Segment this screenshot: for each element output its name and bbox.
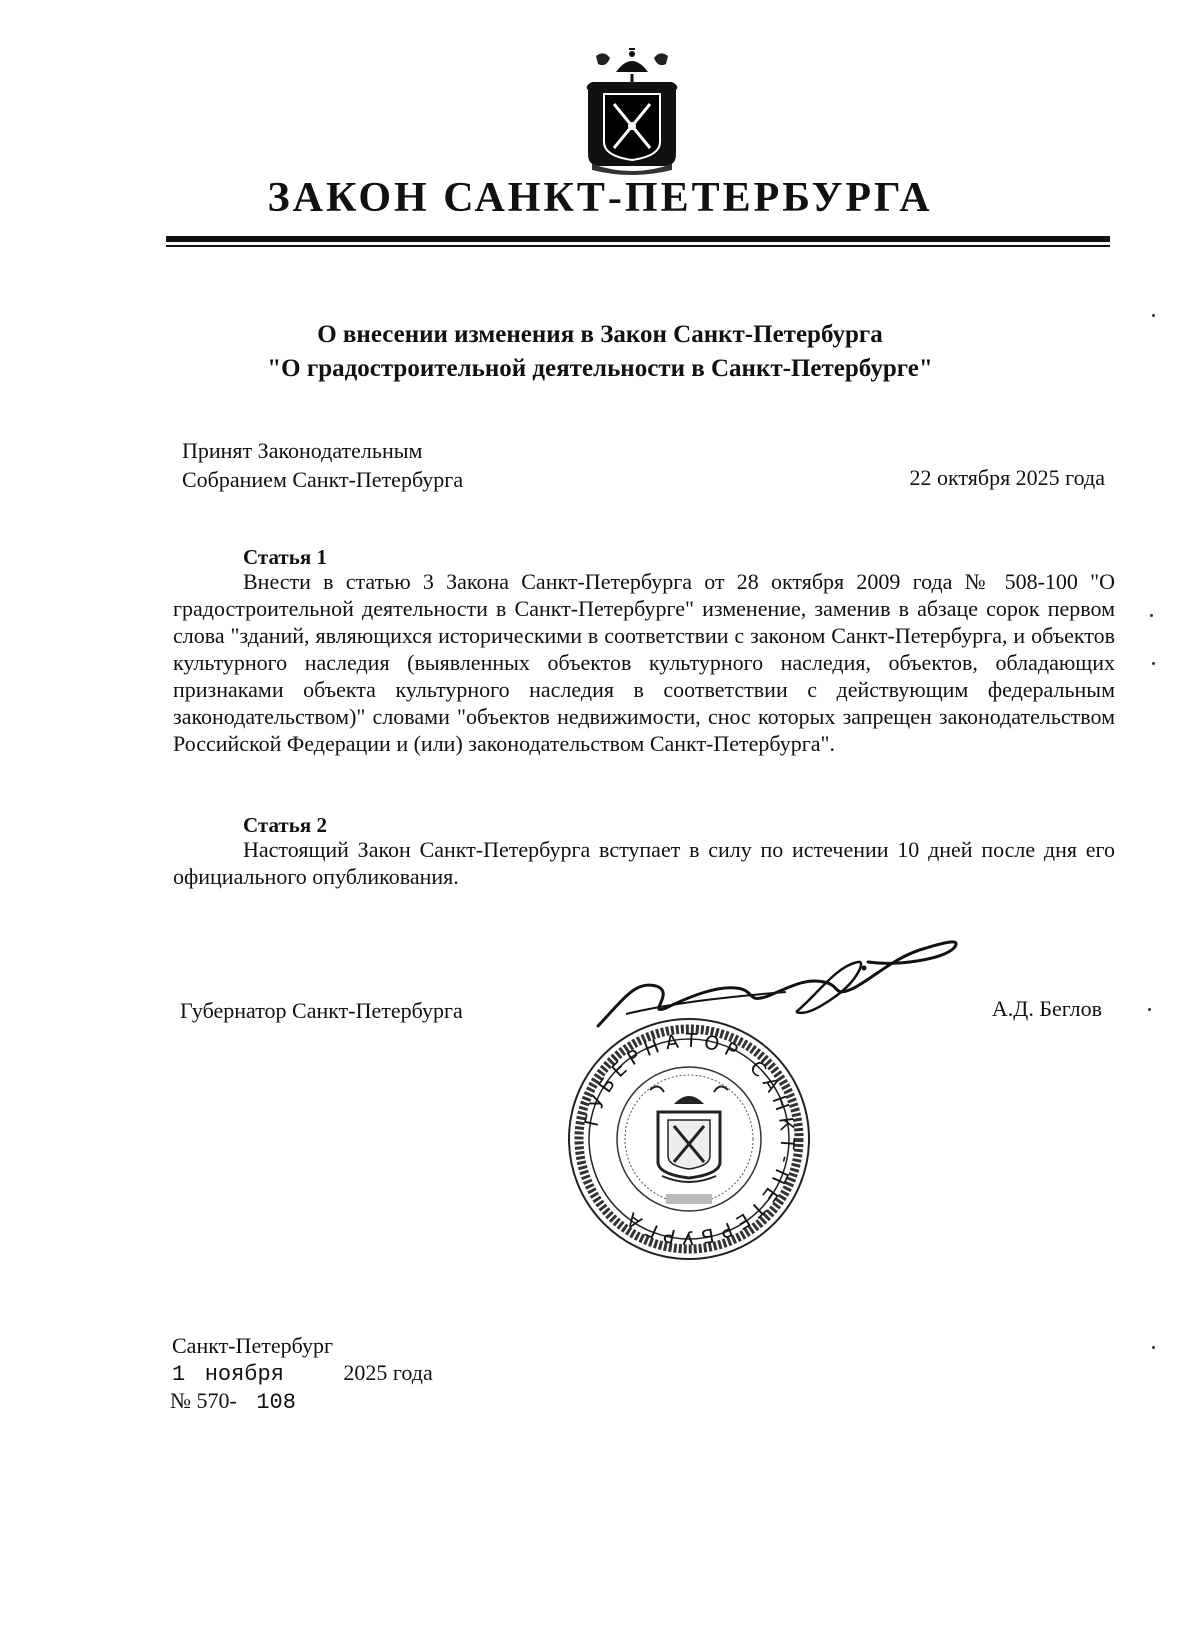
signing-date: [172, 1360, 433, 1387]
law-subject-line1: О внесении изменения в Закон Санкт-Петербурга: [317, 321, 883, 348]
article-1-heading: Статья 1: [243, 545, 327, 569]
article-1-text: Внести в статью 3 Закона Санкт-Петербурга от 28 октября 2009 года № 508-100 "О градостроительной деятельности в Санкт-Петербурге" изменение, заменив в абзаце сорок первом слова "зданий, являющихся историческими в соответствии с законом Санкт-Петербурга, и объектов культурного наследия (выявленных объектов культурного наследия, объектов, обладающих признаками объекта культурного наследия в соответствии с действующим федеральным законодательством)" словами "объектов недвижимости, снос которых запрещен законодательством Российской Федерации и (или) законодательством Санкт-Петербурга".: [173, 569, 1115, 756]
article-2-heading: Статья 2: [243, 813, 327, 837]
coat-of-arms-icon: [576, 46, 688, 176]
signing-place: Санкт-Петербург: [172, 1333, 333, 1358]
law-number-prefix: № 570-: [170, 1388, 237, 1413]
law-title: ЗАКОН САНКТ-ПЕТЕРБУРГА: [267, 175, 933, 221]
scan-speck: [1152, 314, 1155, 317]
law-number-suffix: 108: [256, 1390, 296, 1415]
adoption-date: 22 октября 2025 года: [909, 465, 1105, 490]
scan-speck: [1148, 1008, 1151, 1011]
adoption-line2: Собранием Санкт-Петербурга: [182, 467, 464, 492]
signatory-position: Губернатор Санкт-Петербурга: [180, 998, 463, 1023]
scan-speck: [1150, 614, 1153, 617]
handwritten-signature-icon: [596, 926, 976, 1036]
article-2-text: Настоящий Закон Санкт-Петербурга вступает в силу по истечении 10 дней после дня его официального опубликования.: [173, 837, 1115, 889]
adoption-line1: Принят Законодательным: [182, 438, 423, 463]
signatory-name: А.Д. Беглов: [991, 996, 1102, 1021]
svg-text:ГУБЕРНАТОР САНКТ-ПЕТЕРБУРГА: ГУБЕРНАТОР САНКТ-ПЕТЕРБУРГА: [580, 1029, 799, 1249]
law-subject: [0, 318, 1200, 386]
scan-speck: [1152, 1346, 1155, 1349]
title-rule-thick: [166, 236, 1110, 242]
scan-speck: [1152, 662, 1155, 665]
signing-day: 1: [172, 1362, 186, 1387]
law-subject-line2: "О градостроительной деятельности в Санкт-Петербурге": [267, 355, 933, 382]
signing-year: 2025 года: [343, 1360, 433, 1385]
law-number: [170, 1388, 296, 1415]
signing-month: ноября: [204, 1362, 284, 1387]
adoption-body: [182, 436, 463, 494]
official-seal-icon: [566, 1016, 812, 1262]
title-rule-thin: [166, 245, 1110, 247]
